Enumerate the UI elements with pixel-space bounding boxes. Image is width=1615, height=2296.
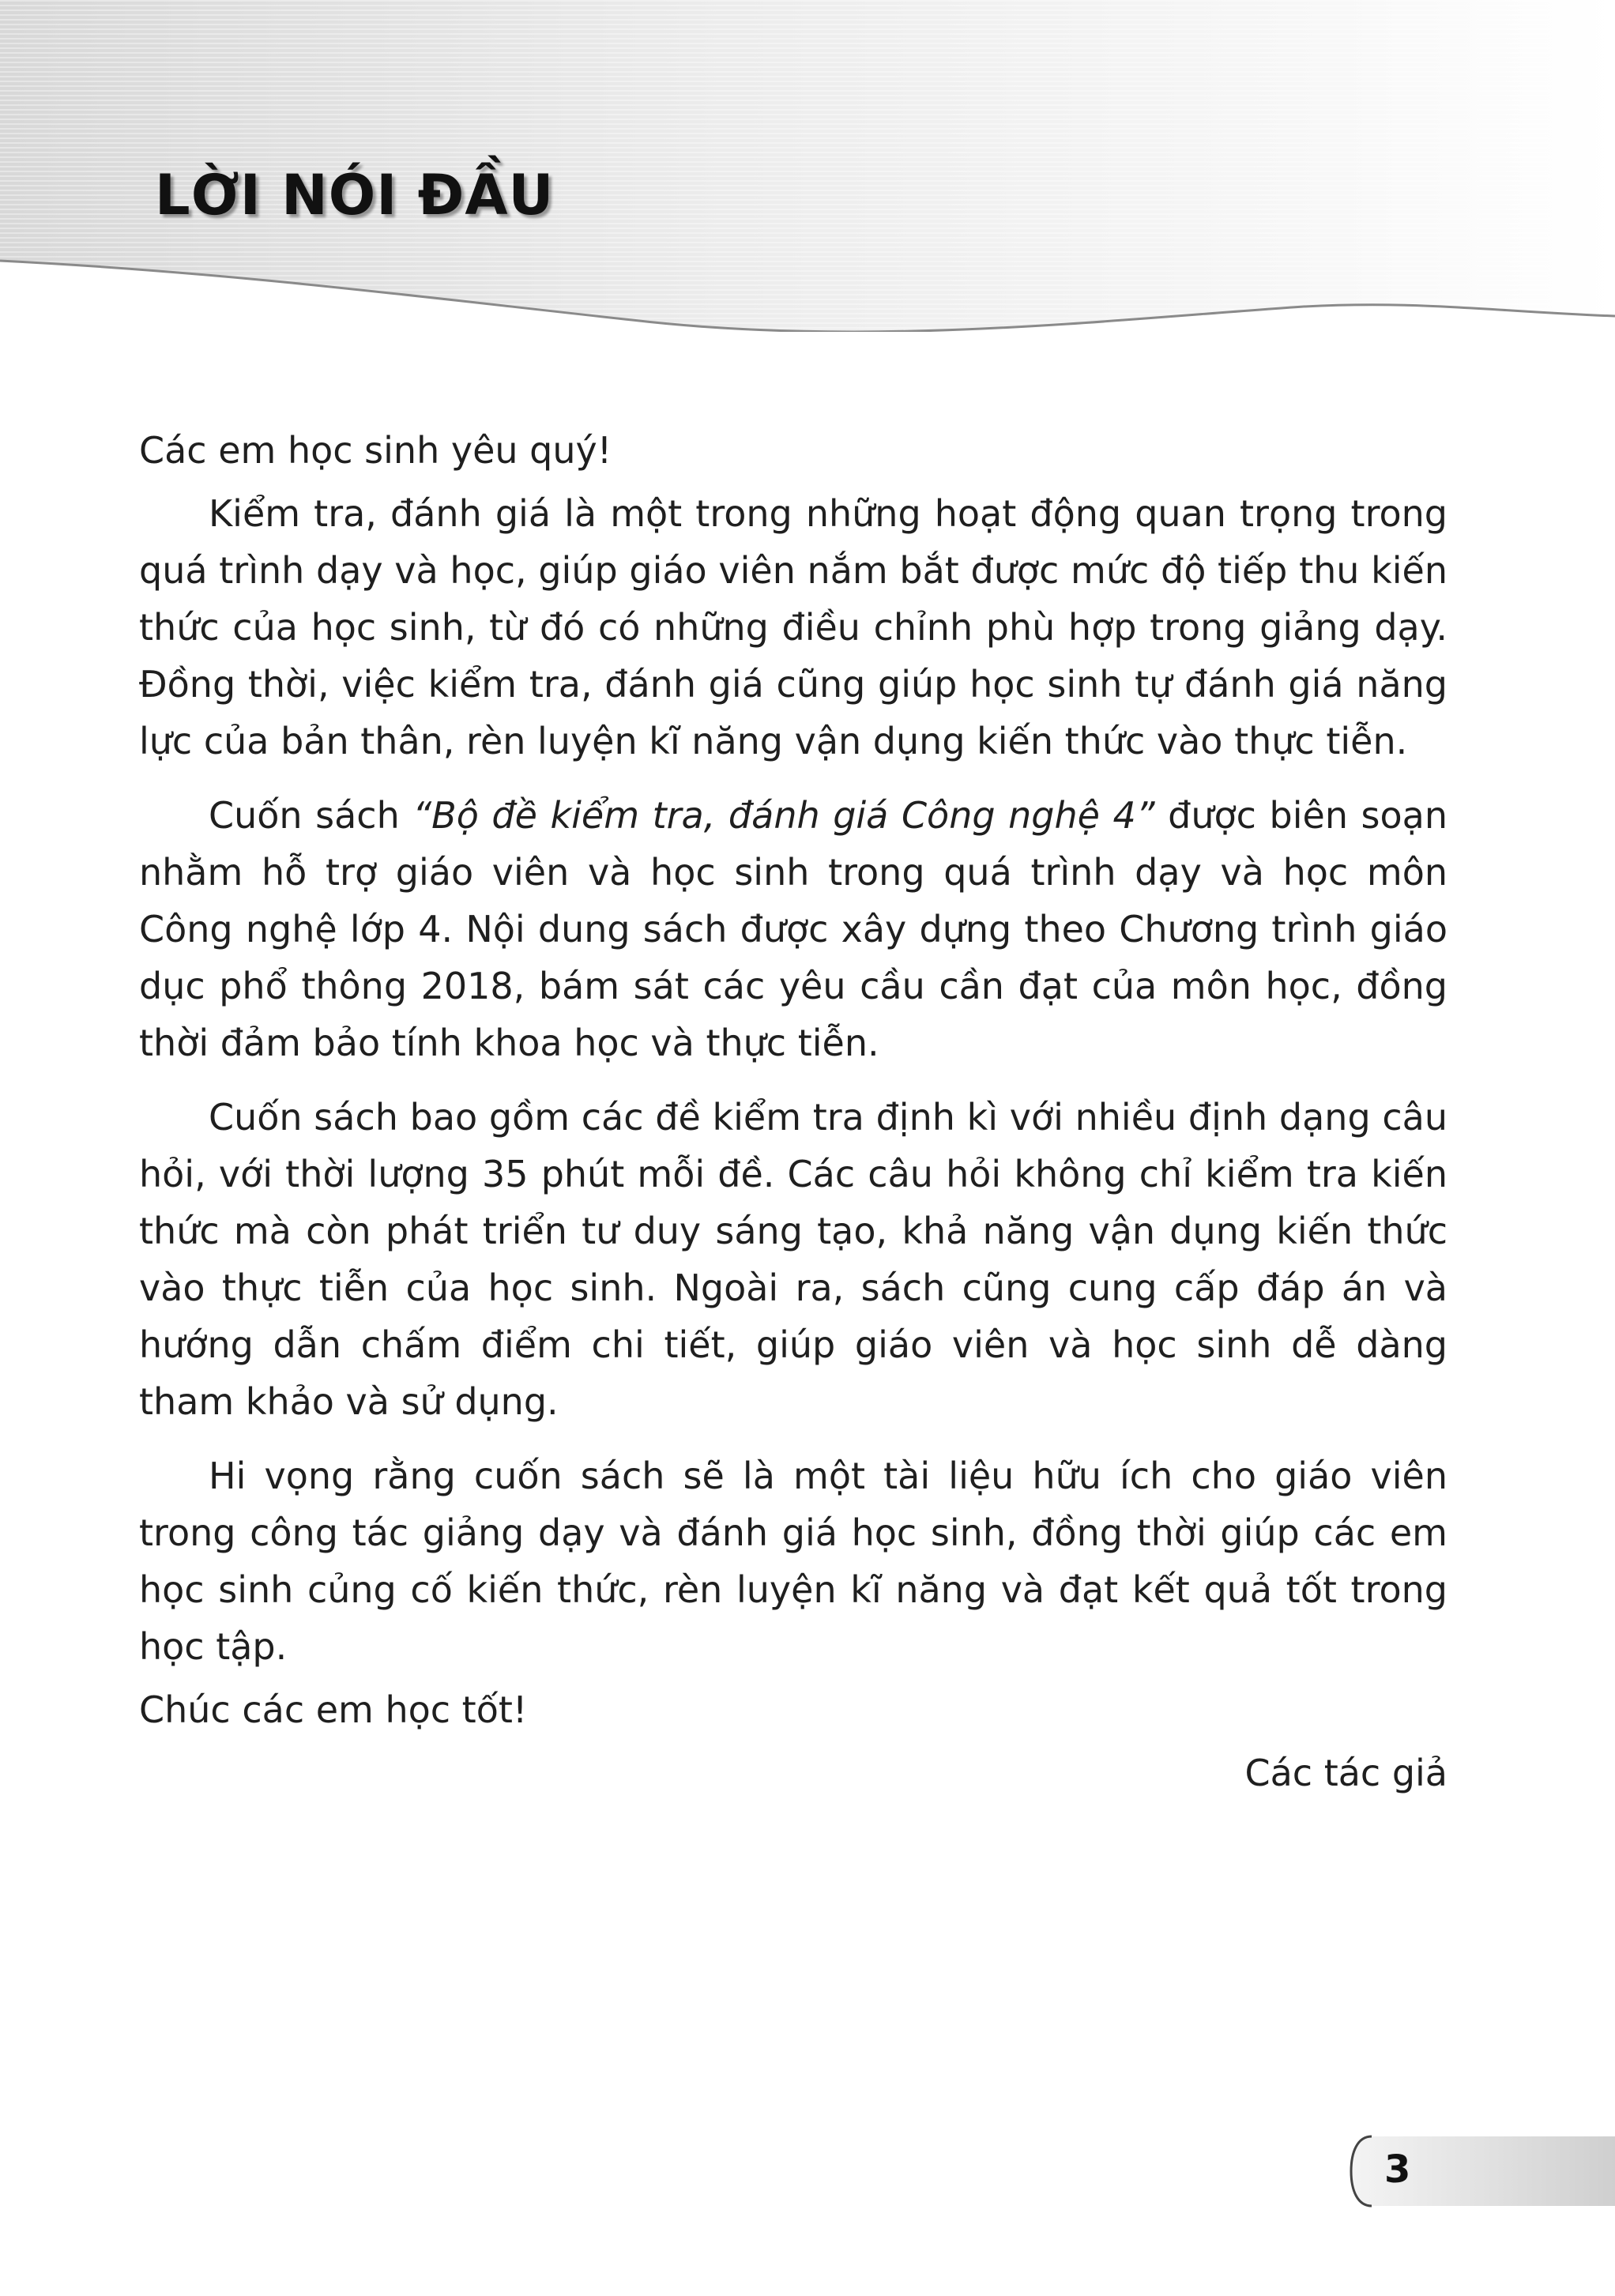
greeting: Các em học sinh yêu quý! bbox=[139, 429, 612, 472]
page-number: 3 bbox=[1384, 2147, 1411, 2192]
paragraph-4: Hi vọng rằng cuốn sách sẽ là một tài liệu hữu ích cho giáo viên trong công tác giảng dạy và đánh giá học sinh, đồng thời giúp các em học sinh củng cố kiến thức, rèn luyện kĩ năng và đạt kết quả tốt trong học tập. bbox=[139, 1455, 1447, 1668]
paragraph-2-rest: được biên soạn nhằm hỗ trợ giáo viên và học sinh trong quá trình dạy và học môn Công nghệ lớp 4. Nội dung sách được xây dựng theo Chương trình giáo dục phổ thông 2018, bám sát các yêu cầu cần đạt của môn học, đồng thời đảm bảo tính khoa học và thực tiễn. bbox=[139, 794, 1447, 1064]
preface-body bbox=[139, 422, 1447, 1819]
paragraph-2 bbox=[139, 787, 1447, 1071]
page-title: LỜI NÓI ĐẦU bbox=[155, 163, 555, 228]
paragraph-1: Kiểm tra, đánh giá là một trong những hoạt động quan trọng trong quá trình dạy và học, giúp giáo viên nắm bắt được mức độ tiếp thu kiến thức của học sinh, từ đó có những điều chỉnh phù hợp trong giảng dạy. Đồng thời, việc kiểm tra, đánh giá cũng giúp học sinh tự đánh giá năng lực của bản thân, rèn luyện kĩ năng vận dụng kiến thức vào thực tiễn. bbox=[139, 492, 1447, 762]
closing-line: Chúc các em học tốt! bbox=[139, 1688, 528, 1731]
book-title: “Bộ đề kiểm tra, đánh giá Công nghệ 4” bbox=[412, 794, 1155, 837]
signature: Các tác giả bbox=[1244, 1752, 1447, 1794]
paragraph-3: Cuốn sách bao gồm các đề kiểm tra định kì với nhiều định dạng câu hỏi, với thời lượng 35 phút mỗi đề. Các câu hỏi không chỉ kiểm tra kiến thức mà còn phát triển tư duy sáng tạo, khả năng vận dụng kiến thức vào thực tiễn của học sinh. Ngoài ra, sách cũng cung cấp đáp án và hướng dẫn chấm điểm chi tiết, giúp giáo viên và học sinh dễ dàng tham khảo và sử dụng. bbox=[139, 1096, 1447, 1423]
paragraph-2-start: Cuốn sách bbox=[209, 794, 413, 837]
